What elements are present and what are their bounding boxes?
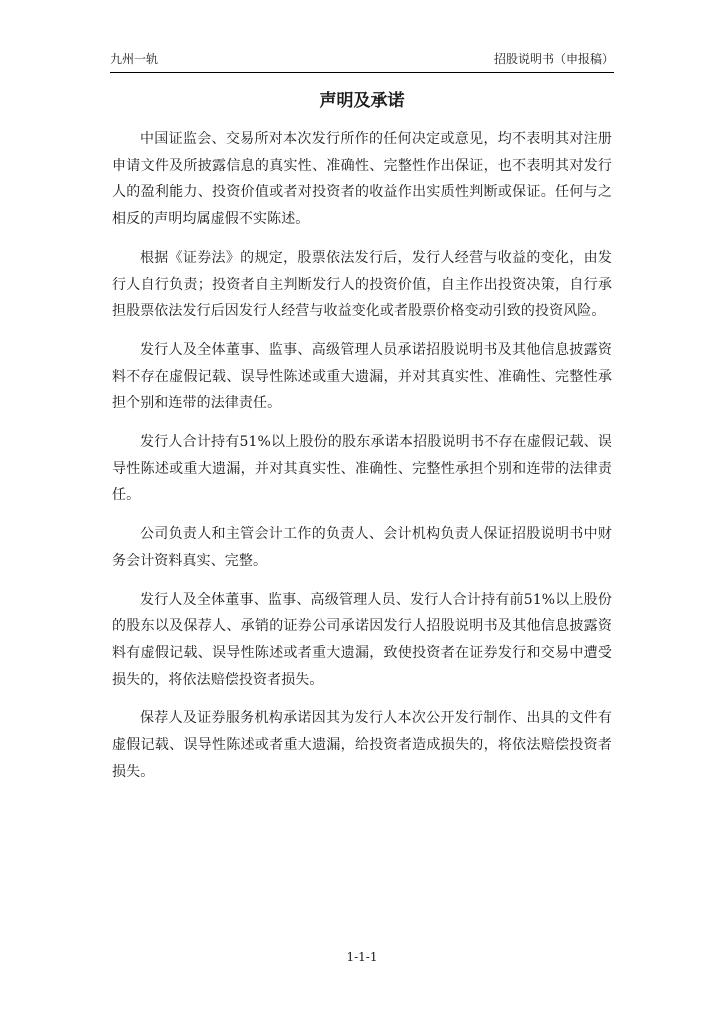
paragraph-compensation-commitment: 发行人及全体董事、监事、高级管理人员、发行人合计持有前51%以上股份的股东以及保荐人、承销的证券公司承诺因发行人招股说明书及其他信息披露资料有虚假记载、误导性陈述或者重大遗漏，致使投资者在证券发行和交易中遭受损失的，将依法赔偿投资者损失。 (112, 591, 612, 688)
declaration-body (112, 126, 612, 797)
page-number: 1-1-1 (346, 950, 378, 964)
header-document-type: 招股说明书（申报稿） (493, 52, 614, 66)
paragraph-csrc-disclaimer: 中国证监会、交易所对本次发行所作的任何决定或意见，均不表明其对注册申请文件及所披露信息的真实性、准确性、完整性作出保证，也不表明其对发行人的盈利能力、投资价值或者对投资者的收益作出实质性判断或保证。任何与之相反的声明均属虚假不实陈述。 (112, 131, 612, 228)
page-header (110, 52, 614, 73)
page-title: 声明及承诺 (319, 91, 405, 111)
paragraph-accounting-guarantee: 公司负责人和主管会计工作的负责人、会计机构负责人保证招股说明书中财务会计资料真实、完整。 (112, 526, 612, 569)
paragraph-securities-law: 根据《证券法》的规定，股票依法发行后，发行人经营与收益的变化，由发行人自行负责；投资者自主判断发行人的投资价值，自主作出投资决策，自行承担股票依法发行后因发行人经营与收益变化或者股票价格变动引致的投资风险。 (112, 249, 612, 320)
paragraph-shareholders-commitment: 发行人合计持有51%以上股份的股东承诺本招股说明书不存在虚假记载、误导性陈述或重大遗漏，并对其真实性、准确性、完整性承担个别和连带的法律责任。 (112, 434, 612, 504)
paragraph-sponsor-commitment: 保荐人及证券服务机构承诺因其为发行人本次公开发行制作、出具的文件有虚假记载、误导性陈述或者重大遗漏，给投资者造成损失的，将依法赔偿投资者损失。 (112, 710, 612, 780)
header-company-name: 九州一轨 (110, 52, 159, 66)
paragraph-directors-commitment: 发行人及全体董事、监事、高级管理人员承诺招股说明书及其他信息披露资料不存在虚假记载、误导性陈述或重大遗漏，并对其真实性、准确性、完整性承担个别和连带的法律责任。 (112, 341, 612, 412)
